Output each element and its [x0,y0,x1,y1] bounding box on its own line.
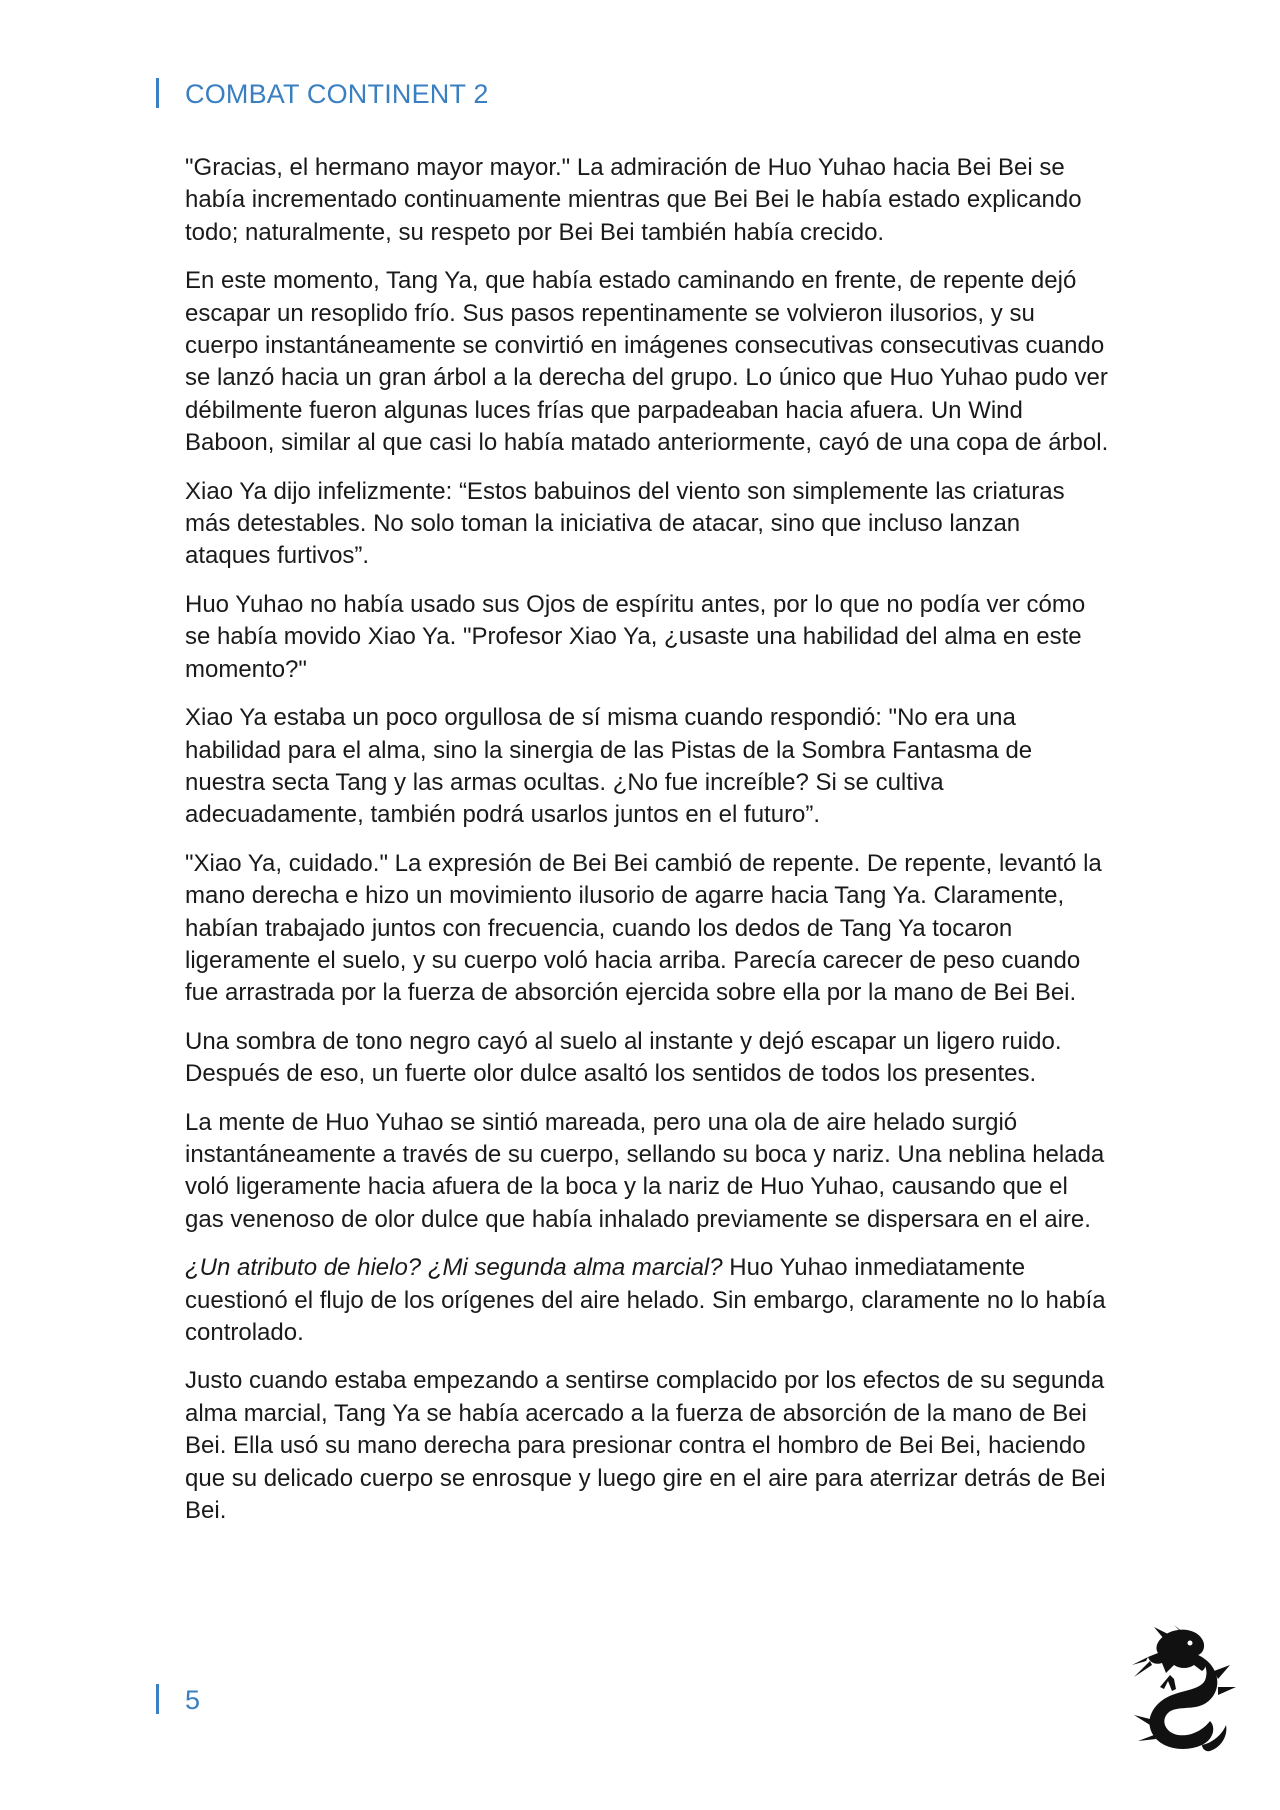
page-number: 5 [185,1685,201,1715]
paragraph-rest: Huo Yuhao inmediatamente cuestionó el flujo de los orígenes del aire helado. Sin embargo, claramente no lo había controlado. [185,1254,1106,1346]
header-rule [156,78,159,108]
footer-rule [156,1684,159,1714]
paragraph-with-italic [185,1252,1110,1349]
paragraph: La mente de Huo Yuhao se sintió mareada, pero una ola de aire helado surgió instantáneamente a través de su cuerpo, sellando su boca y nariz. Una neblina helada voló ligeramente hacia afuera de la boca y la nariz de Huo Yuhao, causando que el gas venenoso de olor dulce que había inhalado previamente se dispersara en el aire. [185,1108,1105,1233]
paragraph: Una sombra de tono negro cayó al suelo al instante y dejó escapar un ligero ruido. Después de eso, un fuerte olor dulce asaltó los sentidos de todos los presentes. [185,1027,1062,1088]
italic-thought: ¿Un atributo de hielo? ¿Mi segunda alma marcial? [185,1254,723,1282]
paragraph: "Gracias, el hermano mayor mayor." La admiración de Huo Yuhao hacia Bei Bei se había incrementado continuamente mientras que Bei Bei le había estado explicando todo; naturalmente, su respeto por Bei Bei también había crecido. [185,154,1082,246]
paragraph: Justo cuando estaba empezando a sentirse complacido por los efectos de su segunda alma marcial, Tang Ya se había acercado a la fuerza de absorción de la mano de Bei Bei. Ella usó su mano derecha para presionar contra el hombro de Bei Bei, haciendo que su delicado cuerpo se enrosque y luego gire en el aire para aterrizar detrás de Bei Bei. [185,1367,1106,1525]
paragraph: Huo Yuhao no había usado sus Ojos de espíritu antes, por lo que no podía ver cómo se había movido Xiao Ya. "Profesor Xiao Ya, ¿usaste una habilidad del alma en este momento?" [185,590,1086,683]
paragraph: "Xiao Ya, cuidado." La expresión de Bei Bei cambió de repente. De repente, levantó la mano derecha e hizo un movimiento ilusorio de agarre hacia Tang Ya. Claramente, habían trabajado juntos con frecuencia, cuando los dedos de Tang Ya tocaron ligeramente el suelo, y su cuerpo voló hacia arriba. Parecía carecer de peso cuando fue arrastrada por la fuerza de absorción ejercida sobre ella por la mano de Bei Bei. [185,849,1102,1007]
dragon-icon [1110,1625,1240,1755]
paragraph: Xiao Ya dijo infelizmente: “Estos babuinos del viento son simplemente las criaturas más detestables. No solo toman la iniciativa de atacar, sino que incluso lanzan ataques furtivos”. [185,477,1065,570]
paragraph: Xiao Ya estaba un poco orgullosa de sí misma cuando respondió: "No era una habilidad para el alma, sino la sinergia de las Pistas de la Sombra Fantasma de nuestra secta Tang y las armas ocultas. ¿No fue increíble? Si se cultiva adecuadamente, también podrá usarlos juntos en el futuro”. [185,704,1033,829]
book-title: COMBAT CONTINENT 2 [185,79,489,109]
page-body [185,152,1110,1543]
paragraph: En este momento, Tang Ya, que había estado caminando en frente, de repente dejó escapar un resoplido frío. Sus pasos repentinamente se volvieron ilusorios, y su cuerpo instantáneamente se convirtió en imágenes consecutivas consecutivas cuando se lanzó hacia un gran árbol a la derecha del grupo. Lo único que Huo Yuhao pudo ver débilmente fueron algunas luces frías que parpadeaban hacia afuera. Un Wind Baboon, similar al que casi lo había matado anteriormente, cayó de una copa de árbol. [185,267,1109,457]
